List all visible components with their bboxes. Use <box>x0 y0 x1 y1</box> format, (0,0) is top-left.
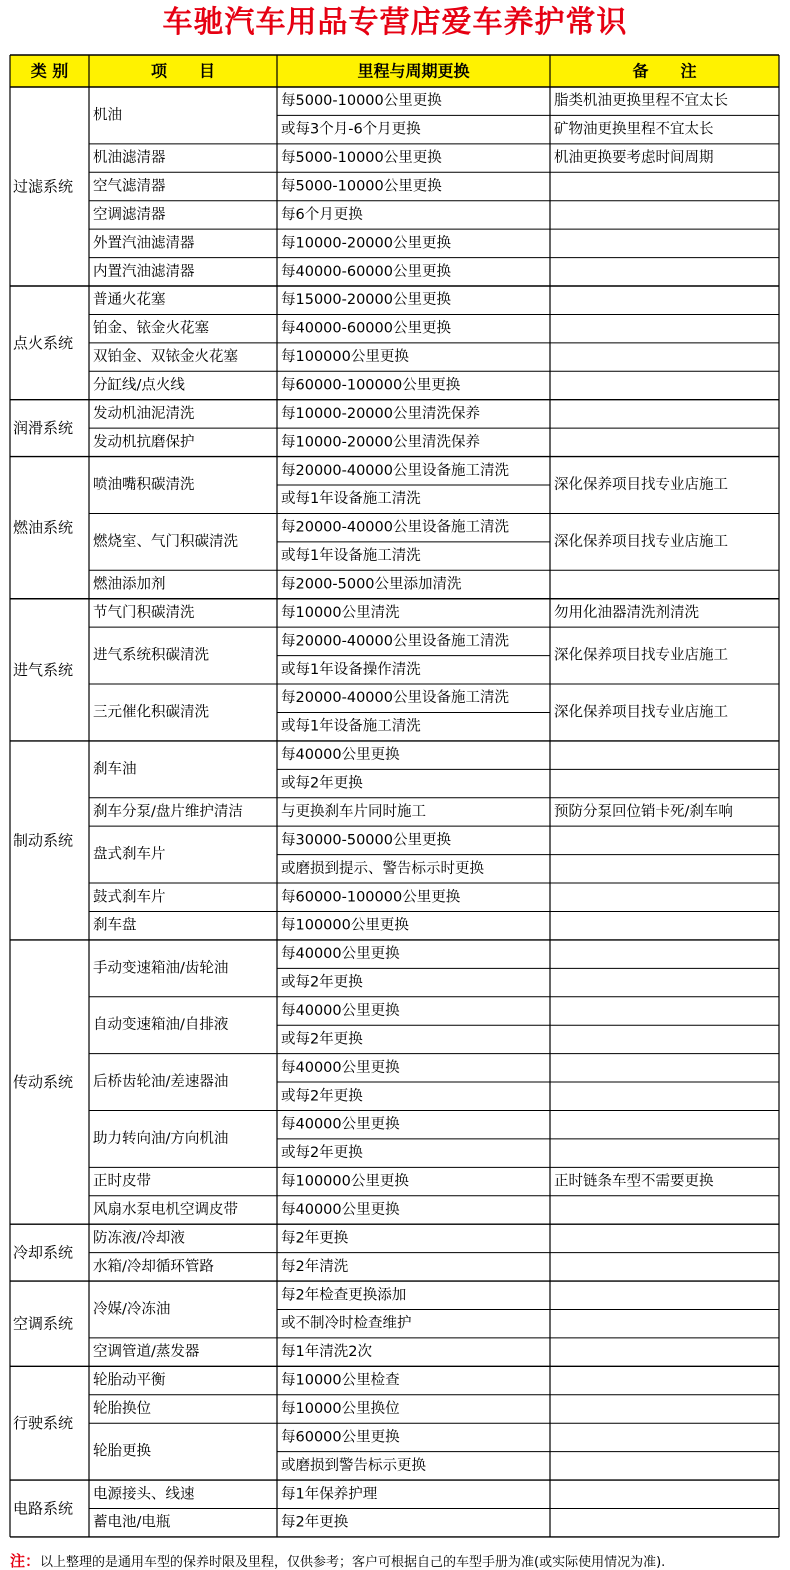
item-name-cell: 内置汽油滤清器 <box>93 263 195 280</box>
mileage-cell: 或每2年更换 <box>281 1031 363 1048</box>
mileage-cell: 每40000-60000公里更换 <box>281 263 451 280</box>
category-cell: 进气系统 <box>13 660 74 679</box>
footer-text: 以上整理的是通用车型的保养时限及里程，仅供参考；客户可根据自己的车型手册为准(或实际使用情况为准). <box>40 1555 666 1570</box>
note-cell: 深化保养项目找专业店施工 <box>554 533 728 550</box>
item-name-cell: 刹车油 <box>93 761 137 778</box>
category-cell: 空调系统 <box>13 1314 74 1333</box>
note-cell: 深化保养项目找专业店施工 <box>554 647 728 664</box>
mileage-cell: 每20000-40000公里设备施工清洗 <box>281 633 509 650</box>
footer-lead: 注： <box>10 1553 41 1570</box>
item-name-cell: 节气门积碳清洗 <box>93 604 195 621</box>
mileage-cell: 每5000-10000公里更换 <box>281 93 442 110</box>
mileage-cell: 或磨损到提示、警告标示时更换 <box>281 860 484 877</box>
category-cell: 传动系统 <box>13 1073 74 1092</box>
mileage-cell: 每2年检查更换添加 <box>281 1287 407 1304</box>
item-name-cell: 分缸线/点火线 <box>93 377 185 394</box>
item-name-cell: 进气系统积碳清洗 <box>93 647 209 664</box>
mileage-cell: 每10000-20000公里清洗保养 <box>281 434 480 451</box>
header-cell-2: 项 目 <box>150 61 216 81</box>
item-name-cell: 铂金、铱金火花塞 <box>93 320 209 337</box>
item-name-cell: 刹车分泵/盘片维护清洁 <box>93 803 243 820</box>
mileage-cell: 每100000公里更换 <box>281 349 409 366</box>
item-name-cell: 机油滤清器 <box>93 150 166 167</box>
mileage-cell: 每40000公里更换 <box>281 747 400 764</box>
mileage-cell: 每10000-20000公里清洗保养 <box>281 405 480 422</box>
mileage-cell: 或每3个月-6个月更换 <box>281 121 421 138</box>
mileage-cell: 每2年更换 <box>281 1230 349 1247</box>
category-cell: 冷却系统 <box>13 1243 74 1262</box>
mileage-cell: 每20000-40000公里设备施工清洗 <box>281 462 509 479</box>
footer-note <box>10 1553 790 1570</box>
mileage-cell: 或每2年更换 <box>281 1088 363 1105</box>
mileage-cell: 每100000公里更换 <box>281 1173 409 1190</box>
mileage-cell: 每100000公里更换 <box>281 917 409 934</box>
mileage-cell: 或每2年更换 <box>281 974 363 991</box>
note-cell: 矿物油更换里程不宜太长 <box>554 121 714 138</box>
mileage-cell: 每40000公里更换 <box>281 1116 400 1133</box>
mileage-cell: 每6个月更换 <box>281 206 363 223</box>
item-name-cell: 空调管道/蒸发器 <box>93 1344 200 1361</box>
item-name-cell: 燃油添加剂 <box>93 576 166 593</box>
item-name-cell: 喷油嘴积碳清洗 <box>93 477 195 494</box>
item-name-cell: 空气滤清器 <box>93 178 166 195</box>
mileage-cell: 每10000-20000公里更换 <box>281 235 451 252</box>
item-name-cell: 电源接头、线速 <box>93 1486 195 1503</box>
mileage-cell: 每10000公里检查 <box>281 1372 400 1389</box>
mileage-cell: 与更换刹车片同时施工 <box>281 803 426 820</box>
mileage-cell: 每10000公里清洗 <box>281 604 400 621</box>
mileage-cell: 每20000-40000公里设备施工清洗 <box>281 519 509 536</box>
item-name-cell: 普通火花塞 <box>93 292 166 309</box>
item-name-cell: 轮胎更换 <box>93 1443 151 1460</box>
category-cell: 制动系统 <box>13 831 74 850</box>
mileage-cell: 每40000公里更换 <box>281 1002 400 1019</box>
mileage-cell: 每40000公里更换 <box>281 946 400 963</box>
mileage-cell: 每60000公里更换 <box>281 1429 400 1446</box>
mileage-cell: 每5000-10000公里更换 <box>281 150 442 167</box>
category-cell: 电路系统 <box>13 1499 74 1518</box>
note-cell: 深化保养项目找专业店施工 <box>554 704 728 721</box>
item-name-cell: 手动变速箱油/齿轮油 <box>93 960 229 977</box>
header-cell-4: 备 注 <box>632 61 697 81</box>
item-name-cell: 轮胎换位 <box>93 1400 151 1417</box>
mileage-cell: 或每2年更换 <box>281 775 363 792</box>
item-name-cell: 刹车盘 <box>93 917 137 934</box>
item-name-cell: 机油 <box>93 107 122 124</box>
mileage-cell: 或每1年设备施工清洗 <box>281 491 421 508</box>
category-cell: 润滑系统 <box>13 419 74 438</box>
mileage-cell: 每20000-40000公里设备施工清洗 <box>281 690 509 707</box>
mileage-cell: 或每1年设备操作清洗 <box>281 661 421 678</box>
item-name-cell: 盘式刹车片 <box>93 846 166 863</box>
mileage-cell: 每2000-5000公里添加清洗 <box>281 576 462 593</box>
mileage-cell: 或磨损到警告标示更换 <box>281 1457 426 1474</box>
item-name-cell: 轮胎动平衡 <box>93 1372 166 1389</box>
mileage-cell: 每40000-60000公里更换 <box>281 320 451 337</box>
item-name-cell: 发动机油泥清洗 <box>93 405 195 422</box>
mileage-cell: 或每2年更换 <box>281 1145 363 1162</box>
mileage-cell: 每1年清洗2次 <box>281 1344 372 1361</box>
note-cell: 机油更换要考虑时间周期 <box>554 150 714 167</box>
mileage-cell: 每30000-50000公里更换 <box>281 832 451 849</box>
mileage-cell: 或不制冷时检查维护 <box>281 1315 412 1332</box>
mileage-cell: 每2年清洗 <box>281 1258 349 1275</box>
category-cell: 燃油系统 <box>13 518 74 537</box>
mileage-cell: 每40000公里更换 <box>281 1201 400 1218</box>
page-title: 车驰汽车用品专营店爱车养护常识 <box>162 5 628 40</box>
item-name-cell: 外置汽油滤清器 <box>93 235 195 252</box>
item-name-cell: 助力转向油/方向机油 <box>93 1130 229 1147</box>
mileage-cell: 每10000公里换位 <box>281 1400 400 1417</box>
header-cell-1: 类 别 <box>30 61 69 81</box>
item-name-cell: 蓄电池/电瓶 <box>93 1514 171 1531</box>
item-name-cell: 冷媒/冷冻油 <box>93 1301 171 1318</box>
mileage-cell: 每5000-10000公里更换 <box>281 178 442 195</box>
mileage-cell: 每60000-100000公里更换 <box>281 377 461 394</box>
mileage-cell: 每1年保养护理 <box>281 1486 378 1503</box>
category-cell: 点火系统 <box>13 333 74 352</box>
item-name-cell: 风扇水泵电机空调皮带 <box>93 1201 238 1218</box>
note-cell: 勿用化油器清洗剂清洗 <box>554 604 699 621</box>
mileage-cell: 或每1年设备施工清洗 <box>281 718 421 735</box>
item-name-cell: 双铂金、双铱金火花塞 <box>93 349 238 366</box>
item-name-cell: 三元催化积碳清洗 <box>93 704 209 721</box>
item-name-cell: 燃烧室、气门积碳清洗 <box>93 533 238 550</box>
item-name-cell: 自动变速箱油/自排液 <box>93 1017 229 1034</box>
note-cell: 正时链条车型不需要更换 <box>554 1173 714 1190</box>
mileage-cell: 每40000公里更换 <box>281 1059 400 1076</box>
note-cell: 脂类机油更换里程不宜太长 <box>554 93 728 110</box>
item-name-cell: 鼓式刹车片 <box>93 889 166 906</box>
header-cell-3: 里程与周期更换 <box>357 61 470 81</box>
item-name-cell: 后桥齿轮油/差速器油 <box>93 1074 229 1091</box>
item-name-cell: 防冻液/冷却液 <box>93 1230 185 1247</box>
item-name-cell: 水箱/冷却循环管路 <box>93 1258 214 1275</box>
item-name-cell: 空调滤清器 <box>93 206 166 223</box>
mileage-cell: 每15000-20000公里更换 <box>281 292 451 309</box>
note-cell: 预防分泵回位销卡死/刹车响 <box>554 803 733 820</box>
note-cell: 深化保养项目找专业店施工 <box>554 477 728 494</box>
category-cell: 行驶系统 <box>13 1414 74 1433</box>
mileage-cell: 或每1年设备施工清洗 <box>281 548 421 565</box>
mileage-cell: 每60000-100000公里更换 <box>281 889 461 906</box>
category-cell: 过滤系统 <box>13 177 74 196</box>
item-name-cell: 发动机抗磨保护 <box>93 434 195 451</box>
item-name-cell: 正时皮带 <box>93 1173 151 1190</box>
mileage-cell: 每2年更换 <box>281 1514 349 1531</box>
